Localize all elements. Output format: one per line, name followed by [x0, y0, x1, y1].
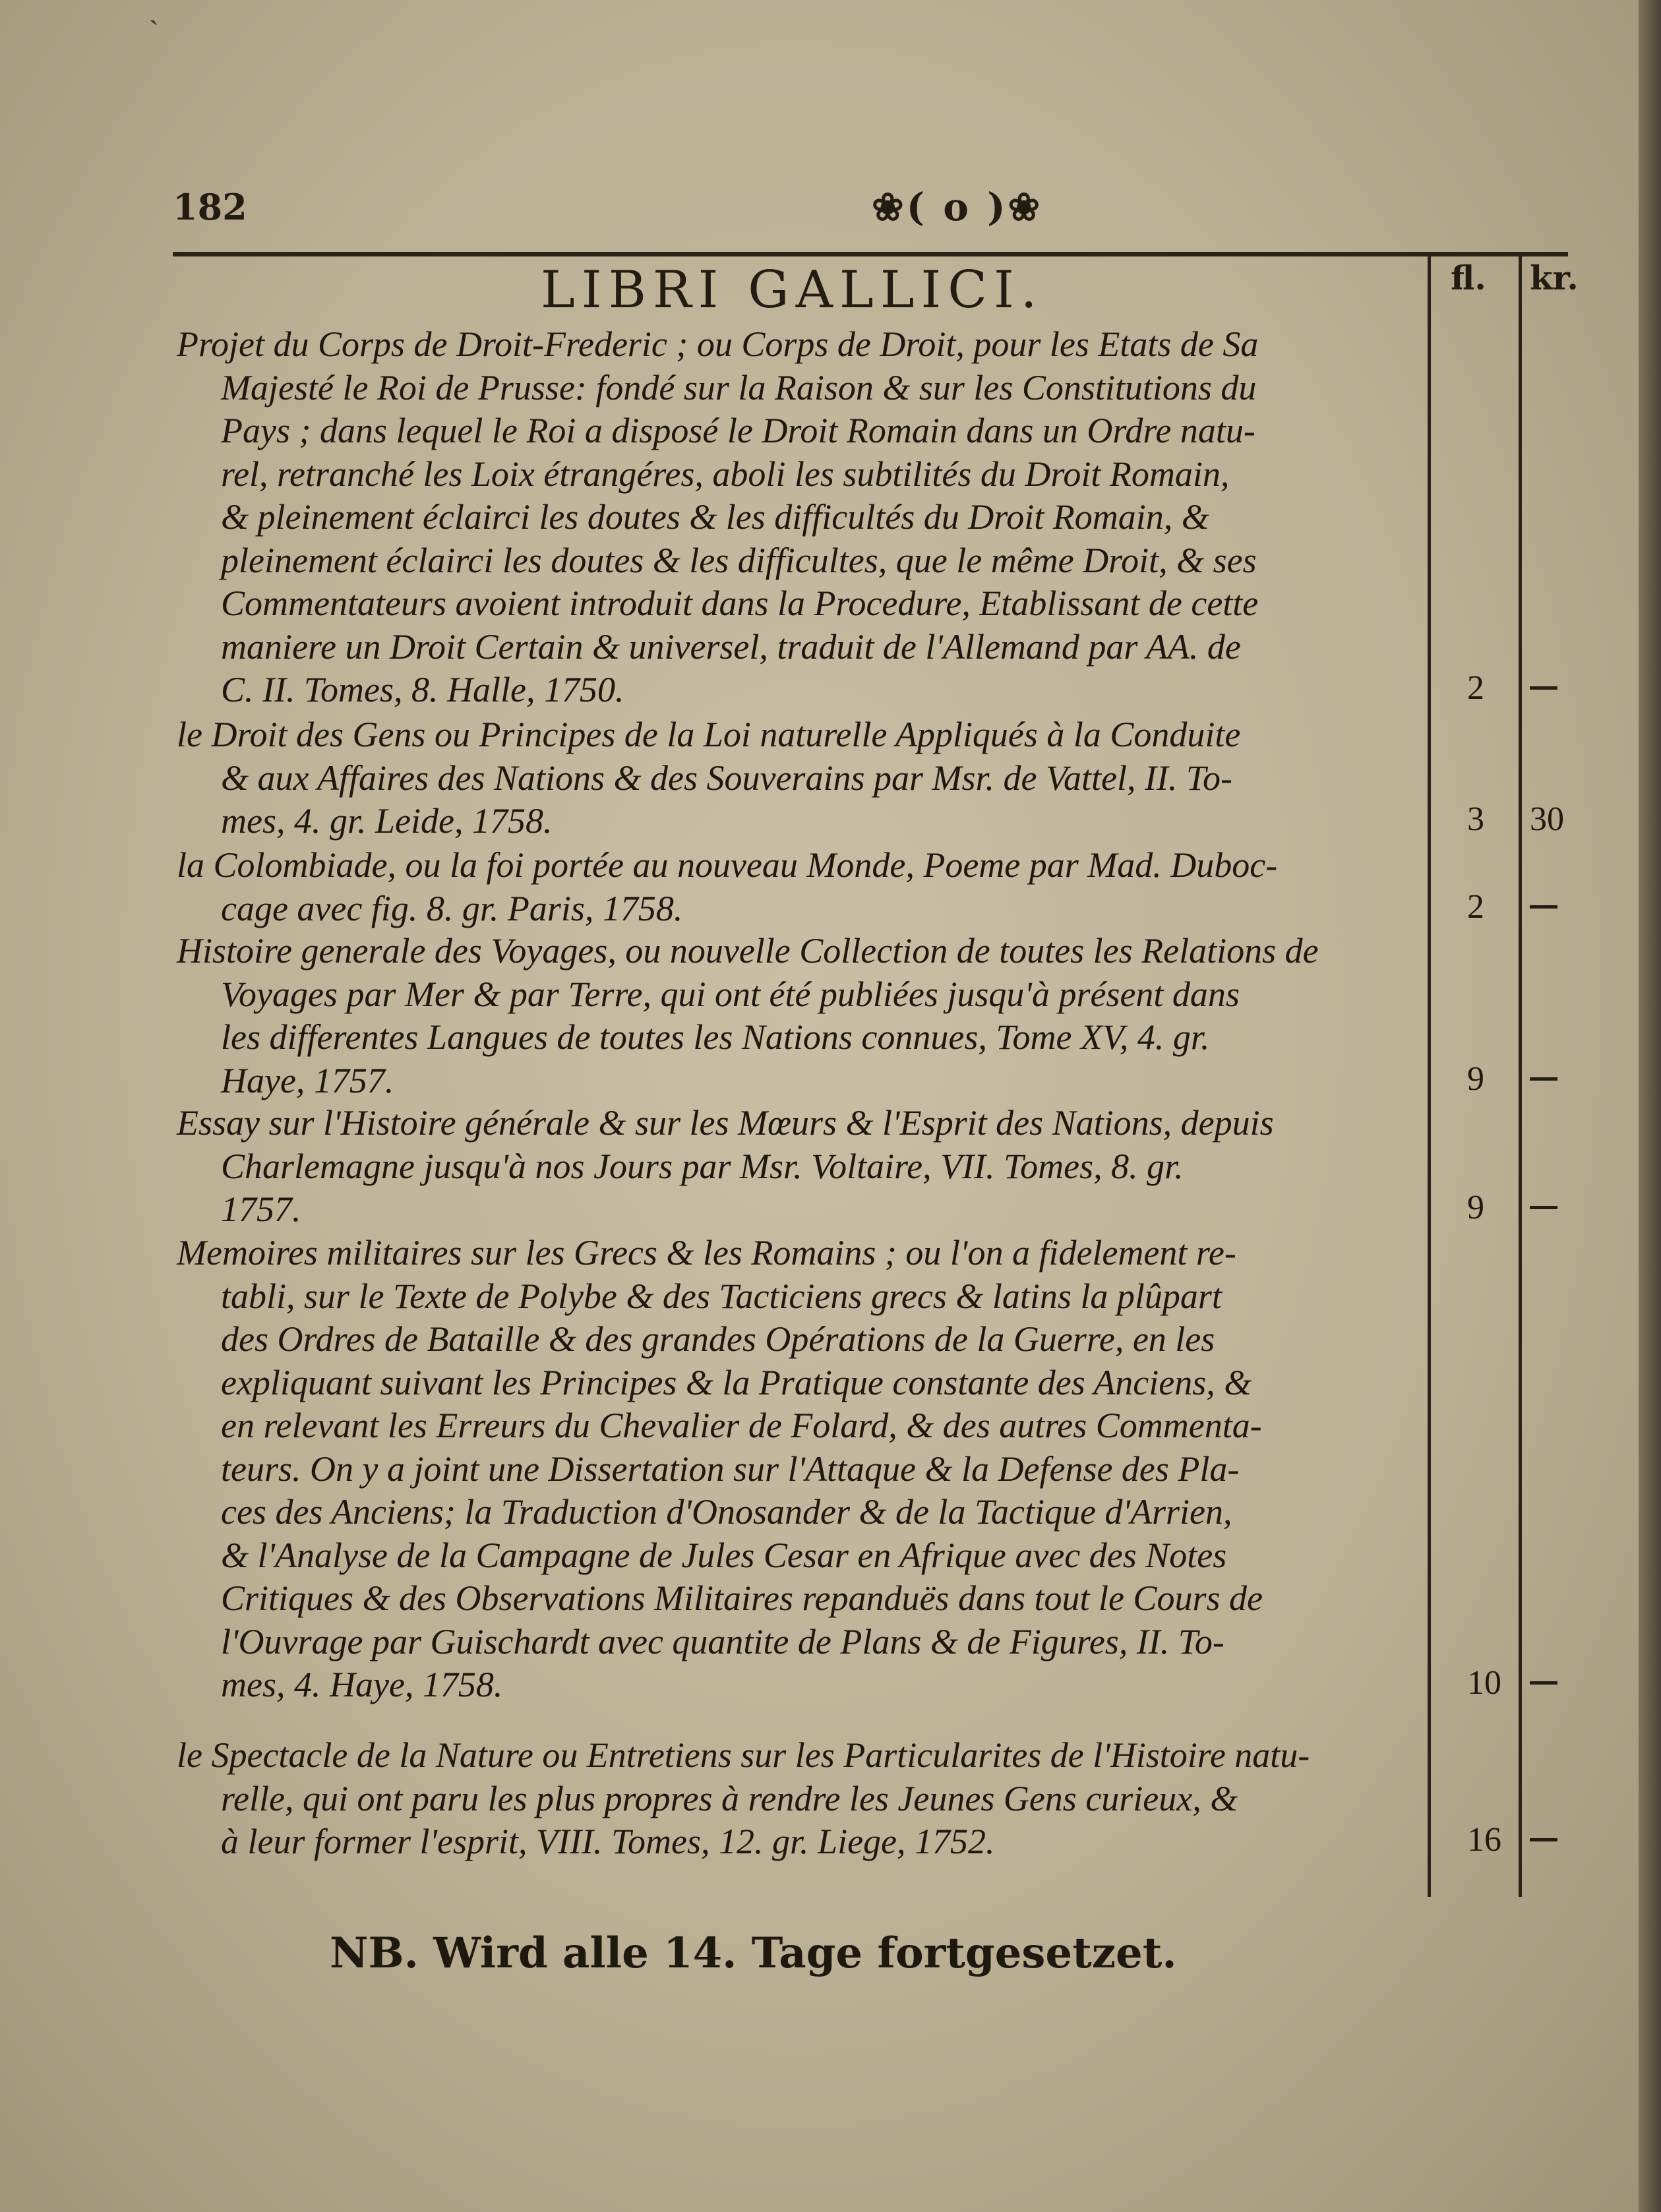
price-florins: 16: [1467, 1821, 1501, 1859]
price-kreuzer-dash: [1530, 1681, 1557, 1685]
entry-line: teurs. On y a joint une Dissertation sur l'Attaque & la Defense des Pla-: [221, 1449, 1240, 1489]
entry-line: cage avec fig. 8. gr. Paris, 1758.: [221, 888, 683, 928]
price-kreuzer-dash: [1530, 686, 1557, 690]
entry-line: expliquant suivant les Principes & la Pratique constante des Anciens, &: [221, 1362, 1252, 1402]
section-title: LIBRI GALLICI.: [541, 260, 1044, 320]
price-florins: 2: [1467, 669, 1484, 707]
price-kreuzer-dash: [1530, 1077, 1557, 1081]
kreuzer-column-rule: [1519, 252, 1522, 1897]
price-kreuzer-dash: [1530, 1838, 1557, 1841]
entry-line: les differentes Langues de toutes les Nations connues, Tome XV, 4. gr.: [221, 1017, 1210, 1057]
florin-column-rule: [1428, 252, 1431, 1897]
price-florins: 2: [1467, 887, 1484, 926]
entry-line: relle, qui ont paru les plus propres à rendre les Jeunes Gens curieux, &: [221, 1778, 1238, 1818]
entry-line: pleinement éclairci les doutes & les difficultes, que le même Droit, & ses: [221, 540, 1257, 580]
entry-line: Majesté le Roi de Prusse: fondé sur la Raison & sur les Constitutions du: [221, 367, 1257, 407]
entry-line: & pleinement éclairci les doutes & les difficultés du Droit Romain, &: [221, 497, 1209, 537]
price-florins: 10: [1467, 1664, 1501, 1702]
entry-line: Pays ; dans lequel le Roi a disposé le Droit Romain dans un Ordre natu-: [221, 411, 1255, 450]
entry-line: des Ordres de Bataille & des grandes Opérations de la Guerre, en les: [221, 1319, 1215, 1359]
entry-line: & l'Analyse de la Campagne de Jules Cesar en Afrique avec des Notes: [221, 1535, 1227, 1575]
price-florins: 9: [1467, 1060, 1484, 1098]
price-kreuzer-dash: [1530, 905, 1557, 909]
entry-line: en relevant les Erreurs du Chevalier de Folard, & des autres Commenta-: [221, 1406, 1262, 1445]
entry-line: 1757.: [221, 1189, 301, 1229]
footer-note: NB. Wird alle 14. Tage fortgesetzet.: [330, 1928, 1177, 1978]
column-header-kr: kr.: [1530, 258, 1579, 297]
entry-line: C. II. Tomes, 8. Halle, 1750.: [221, 670, 624, 709]
entry-line: & aux Affaires des Nations & des Souverains par Msr. de Vattel, II. To-: [221, 758, 1232, 798]
entry-line: Commentateurs avoient introduit dans la Procedure, Etablissant de cette: [221, 583, 1259, 623]
entry-line: Haye, 1757.: [221, 1060, 394, 1100]
entry-line: Critiques & des Observations Militaires repanduës dans tout le Cours de: [221, 1578, 1263, 1618]
entry-line: mes, 4. gr. Leide, 1758.: [221, 801, 553, 841]
entry-line: Voyages par Mer & par Terre, qui ont été publiées jusqu'à présent dans: [221, 974, 1240, 1014]
entry-line: le Spectacle de la Nature ou Entretiens sur les Particularites de l'Histoire natu-: [177, 1735, 1310, 1775]
entry-line: la Colombiade, ou la foi portée au nouveau Monde, Poeme par Mad. Duboc-: [177, 845, 1278, 885]
entry-line: Histoire generale des Voyages, ou nouvelle Collection de toutes les Relations de: [177, 931, 1319, 971]
entry-line: ces des Anciens; la Traduction d'Onosander & de la Tactique d'Arrien,: [221, 1492, 1232, 1532]
entry-line: Essay sur l'Histoire générale & sur les Mœurs & l'Esprit des Nations, depuis: [177, 1103, 1274, 1143]
entry-line: Charlemagne jusqu'à nos Jours par Msr. Voltaire, VII. Tomes, 8. gr.: [221, 1146, 1184, 1186]
price-florins: 9: [1467, 1189, 1484, 1226]
price-florins: 3: [1467, 800, 1484, 838]
entry-line: Memoires militaires sur les Grecs & les Romains ; ou l'on a fidelement re-: [177, 1233, 1236, 1272]
entry-line: tabli, sur le Texte de Polybe & des Tacticiens grecs & latins la plûpart: [221, 1276, 1222, 1316]
header-ornament: ❀( o )❀: [872, 185, 1043, 229]
entry-line: mes, 4. Haye, 1758.: [221, 1665, 503, 1704]
price-kreuzer: 30: [1530, 800, 1564, 838]
page-number: 182: [173, 186, 247, 228]
entry-line: rel, retranché les Loix étrangéres, aboli les subtilités du Droit Romain,: [221, 454, 1230, 494]
price-kreuzer-dash: [1530, 1206, 1557, 1209]
entry-line: l'Ouvrage par Guischardt avec quantite de Plans & de Figures, II. To-: [221, 1621, 1224, 1661]
margin-mark: ˏ: [149, 0, 159, 26]
entry-line: Projet du Corps de Droit-Frederic ; ou Corps de Droit, pour les Etats de Sa: [177, 324, 1259, 364]
column-header-fl: fl.: [1451, 258, 1486, 297]
page-header: [173, 185, 1571, 229]
entry-line: maniere un Droit Certain & universel, traduit de l'Allemand par AA. de: [221, 626, 1241, 667]
header-rule: [173, 252, 1568, 256]
page-edge: [1639, 0, 1661, 2212]
entry-line: le Droit des Gens ou Principes de la Loi naturelle Appliqués à la Conduite: [177, 715, 1241, 754]
entry-line: à leur former l'esprit, VIII. Tomes, 12. gr. Liege, 1752.: [221, 1822, 995, 1861]
